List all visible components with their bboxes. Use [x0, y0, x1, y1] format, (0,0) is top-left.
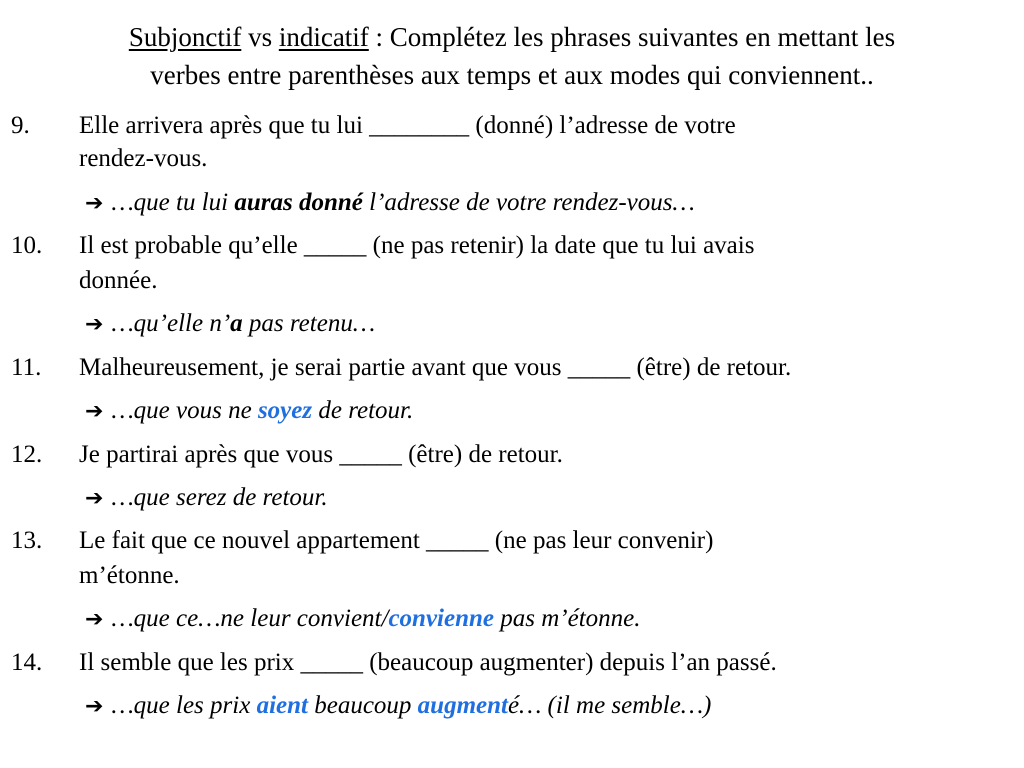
answer-text: …que ce…ne leur convient/: [111, 605, 389, 632]
answer-11: [85, 394, 413, 428]
right-arrow-icon: ➔: [85, 607, 104, 632]
answer-14: [85, 689, 711, 723]
question-number: 12.: [11, 441, 43, 468]
answer-text: l’adresse de votre rendez-vous…: [362, 189, 695, 216]
question-text: Je partirai après que vous _____ (être) de retour.: [79, 441, 563, 468]
answer-text: é… (il me semble…): [507, 692, 712, 719]
right-arrow-icon: ➔: [85, 312, 104, 337]
answer-13: [85, 602, 640, 636]
answer-highlight: convienne: [388, 605, 494, 632]
right-arrow-icon: ➔: [85, 191, 104, 216]
question-text: Il est probable qu’elle _____ (ne pas retenir) la date que tu lui avais: [79, 232, 755, 259]
answer-10: [85, 307, 375, 341]
right-arrow-icon: ➔: [85, 694, 104, 719]
question-number: 9.: [11, 112, 30, 139]
page-title: [0, 18, 1024, 94]
right-arrow-icon: ➔: [85, 399, 104, 424]
question-number: 13.: [11, 527, 43, 554]
answer-highlight: aient: [256, 692, 308, 719]
answer-text: de retour.: [312, 397, 414, 424]
answer-highlight: a: [230, 310, 243, 337]
question-text: donnée.: [79, 267, 158, 294]
title-subjonctif: Subjonctif: [128, 22, 242, 52]
question-text: Le fait que ce nouvel appartement _____ (ne pas leur convenir): [79, 527, 714, 554]
question-text: Il semble que les prix _____ (beaucoup augmenter) depuis l’an passé.: [79, 649, 777, 676]
title-vs: vs: [241, 22, 279, 52]
title-line-2: verbes entre parenthèses aux temps et aux modes qui conviennent..: [150, 60, 874, 90]
title-indicatif: indicatif: [278, 22, 369, 52]
right-arrow-icon: ➔: [85, 486, 104, 511]
answer-text: pas m’étonne.: [493, 605, 641, 632]
question-number: 11.: [11, 354, 42, 381]
title-line-1: [0, 18, 1024, 56]
answer-highlight: auras donné: [234, 189, 363, 216]
question-text: Malheureusement, je serai partie avant que vous _____ (être) de retour.: [79, 354, 792, 381]
question-text: Elle arrivera après que tu lui ________ (donné) l’adresse de votre: [79, 112, 736, 139]
question-text: rendez-vous.: [79, 145, 208, 172]
answer-text: pas retenu…: [242, 310, 376, 337]
answer-text: …que tu lui: [111, 189, 235, 216]
answer-text: …que serez de retour.: [111, 484, 328, 511]
answer-highlight: augment: [417, 692, 508, 719]
answer-text: …que vous ne: [111, 397, 258, 424]
answer-12: [85, 481, 328, 515]
answer-text: …que les prix: [111, 692, 257, 719]
question-number: 10.: [11, 232, 43, 259]
answer-text: …qu’elle n’: [111, 310, 231, 337]
title-rest: : Complétez les phrases suivantes en mettant les: [368, 22, 896, 52]
question-number: 14.: [11, 649, 43, 676]
answer-highlight: soyez: [257, 397, 313, 424]
answer-9: [85, 186, 695, 220]
answer-text: beaucoup: [307, 692, 418, 719]
question-text: m’étonne.: [79, 562, 180, 589]
